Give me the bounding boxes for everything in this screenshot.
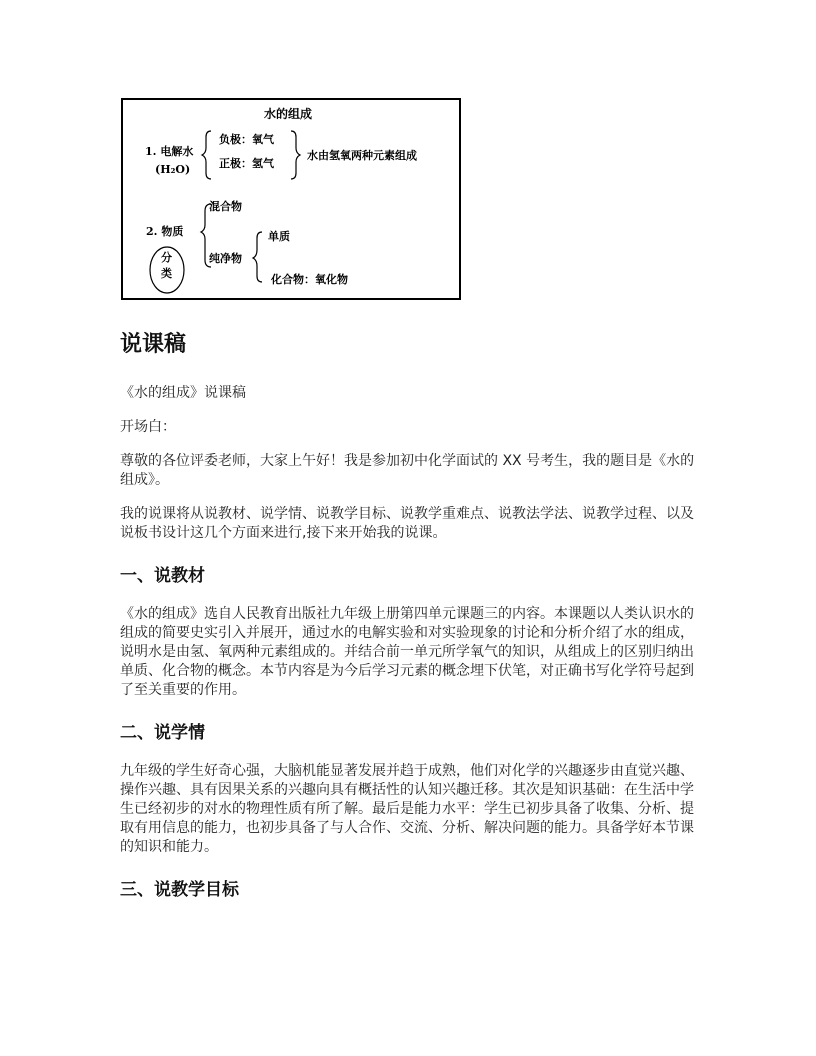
substance-label: 2. 物质 xyxy=(146,225,184,238)
section-heading-objectives: 三、说教学目标 xyxy=(120,880,239,900)
negative-electrode: 负极：氧气 xyxy=(219,133,274,146)
left-brace-pure xyxy=(253,232,262,282)
composition-conclusion: 水由氢氧两种元素组成 xyxy=(307,149,417,162)
section-paragraph-textbook: 《水的组成》选自人民教育出版社九年级上册第四单元课题三的内容。本课题以人类认识水的组成的简要史实引入并展开，通过水的电解实验和对实验现象的讨论和分析介绍了水的组成，说明水是由氢、氧两种元素组成的。并结合前一单元所学氧气的知识，从组成上的区别归纳出单质、化合物的概念。本节内容是为今后学习元素的概念埋下伏笔，对正确书写化学符号起到了至关重要的作用。 xyxy=(120,606,694,698)
water-composition-diagram xyxy=(121,98,461,300)
document-subtitle: 《水的组成》说课稿 xyxy=(120,385,246,401)
intro-paragraph: 我的说课将从说教材、说学情、说教学目标、说教学重难点、说教法学法、说教学过程、以及说板书设计这几个方面来进行,接下来开始我的说课。 xyxy=(120,506,694,541)
circle-text-bottom: 类 xyxy=(161,267,172,280)
electrolysis-label: 1. 电解水 xyxy=(145,145,194,158)
section-heading-textbook: 一、说教材 xyxy=(120,566,205,586)
positive-electrode: 正极：氢气 xyxy=(219,157,274,170)
water-formula: (H₂O) xyxy=(155,163,191,176)
section-paragraph-students: 九年级的学生好奇心强，大脑机能显著发展并趋于成熟，他们对化学的兴趣逐步由直觉兴趣、操作兴趣、具有因果关系的兴趣向具有概括性的认知兴趣迁移。其次是知识基础：在生活中学生已经初步的对水的物理性质有所了解。最后是能力水平：学生已初步具备了收集、分析、提取有用信息的能力，也初步具备了与人合作、交流、分析、解决问题的能力。具备学好本节课的知识和能力。 xyxy=(120,763,694,855)
diagram-title: 水的组成 xyxy=(264,107,313,121)
opening-paragraph: 尊敬的各位评委老师，大家上午好！我是参加初中化学面试的 XX 号考生，我的题目是《水的组成》。 xyxy=(120,453,695,488)
right-brace-conclusion xyxy=(291,131,300,179)
pure-substance-label: 纯净物 xyxy=(209,252,242,265)
section-heading-students: 二、说学情 xyxy=(120,723,205,743)
left-brace-electrolysis xyxy=(202,131,211,179)
page-title: 说课稿 xyxy=(120,332,187,357)
circle-text-top: 分 xyxy=(161,251,172,264)
diagram-brackets xyxy=(123,100,463,302)
document-body xyxy=(120,330,700,919)
mixture-label: 混合物 xyxy=(209,200,242,213)
element-label: 单质 xyxy=(268,230,290,243)
compound-label: 化合物：氧化物 xyxy=(271,273,348,286)
opening-label: 开场白： xyxy=(120,419,176,435)
